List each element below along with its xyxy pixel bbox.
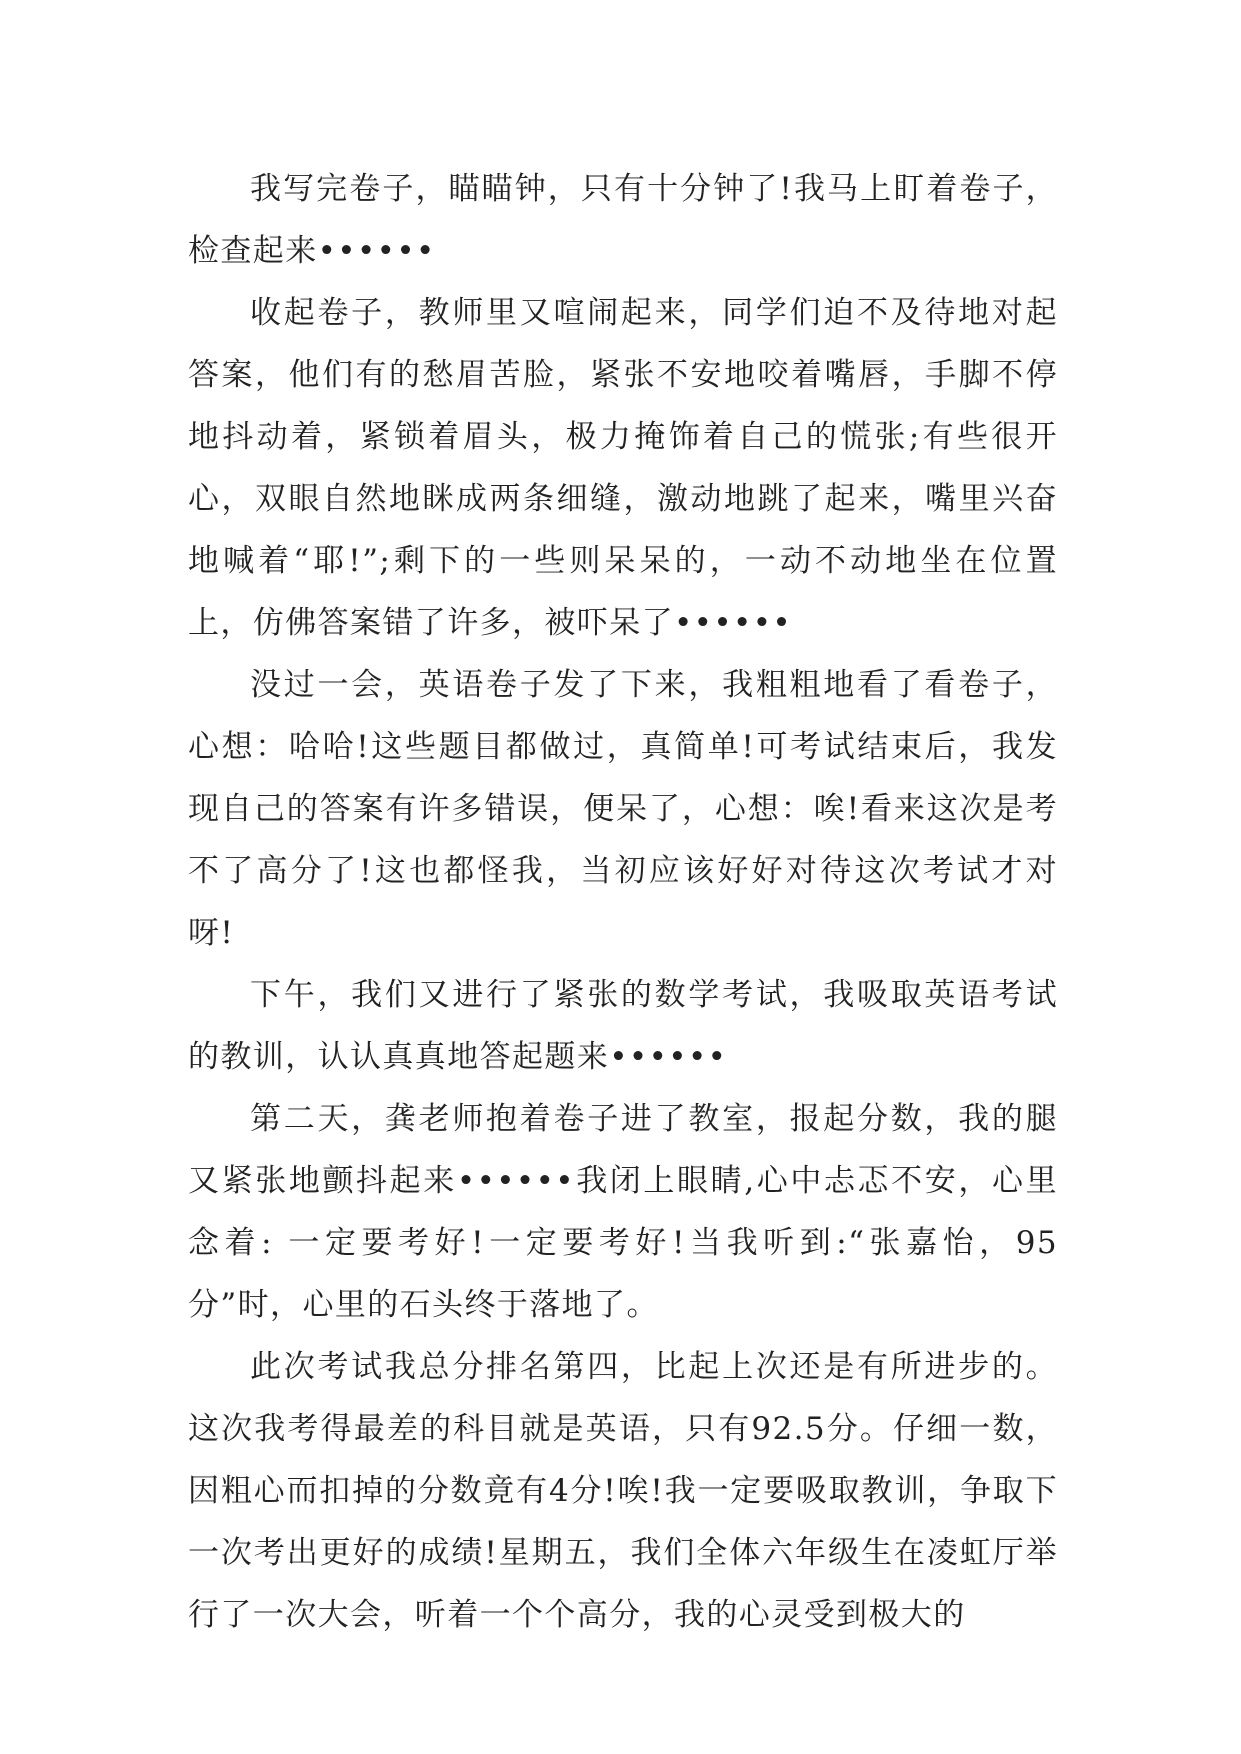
paragraph: 第二天，龚老师抱着卷子进了教室，报起分数，我的腿又紧张地颤抖起来••••••我闭上眼睛,心中忐忑不安，心里念着: 一定要考好!一定要考好!当我听到:“张嘉怡，95分”时，心里的石头终于落地了。	[188, 1101, 1058, 1323]
document-body	[188, 158, 1058, 1646]
paragraph: 没过一会，英语卷子发了下来，我粗粗地看了看卷子，心想：哈哈!这些题目都做过，真简单!可考试结束后，我发现自己的答案有许多错误，便呆了，心想：唉!看来这次是考不了高分了!这也都怪我，当初应该好好对待这次考试才对呀!	[188, 667, 1058, 951]
paragraph: 我写完卷子，瞄瞄钟，只有十分钟了!我马上盯着卷子，检查起来••••••	[188, 171, 1058, 269]
paragraph: 此次考试我总分排名第四，比起上次还是有所进步的。这次我考得最差的科目就是英语，只有92.5分。仔细一数，因粗心而扣掉的分数竟有4分!唉!我一定要吸取教训，争取下一次考出更好的成绩!星期五，我们全体六年级生在凌虹厅举行了一次大会，听着一个个高分，我的心灵受到极大的	[188, 1349, 1058, 1633]
paragraph: 下午，我们又进行了紧张的数学考试，我吸取英语考试的教训，认认真真地答起题来••••••	[188, 977, 1058, 1075]
paragraph: 收起卷子，教师里又喧闹起来，同学们迫不及待地对起答案，他们有的愁眉苦脸，紧张不安地咬着嘴唇，手脚不停地抖动着，紧锁着眉头，极力掩饰着自己的慌张;有些很开心，双眼自然地眯成两条细缝，激动地跳了起来，嘴里兴奋地喊着“耶!”;剩下的一些则呆呆的，一动不动地坐在位置上，仿佛答案错了许多，被吓呆了••••••	[188, 295, 1058, 641]
